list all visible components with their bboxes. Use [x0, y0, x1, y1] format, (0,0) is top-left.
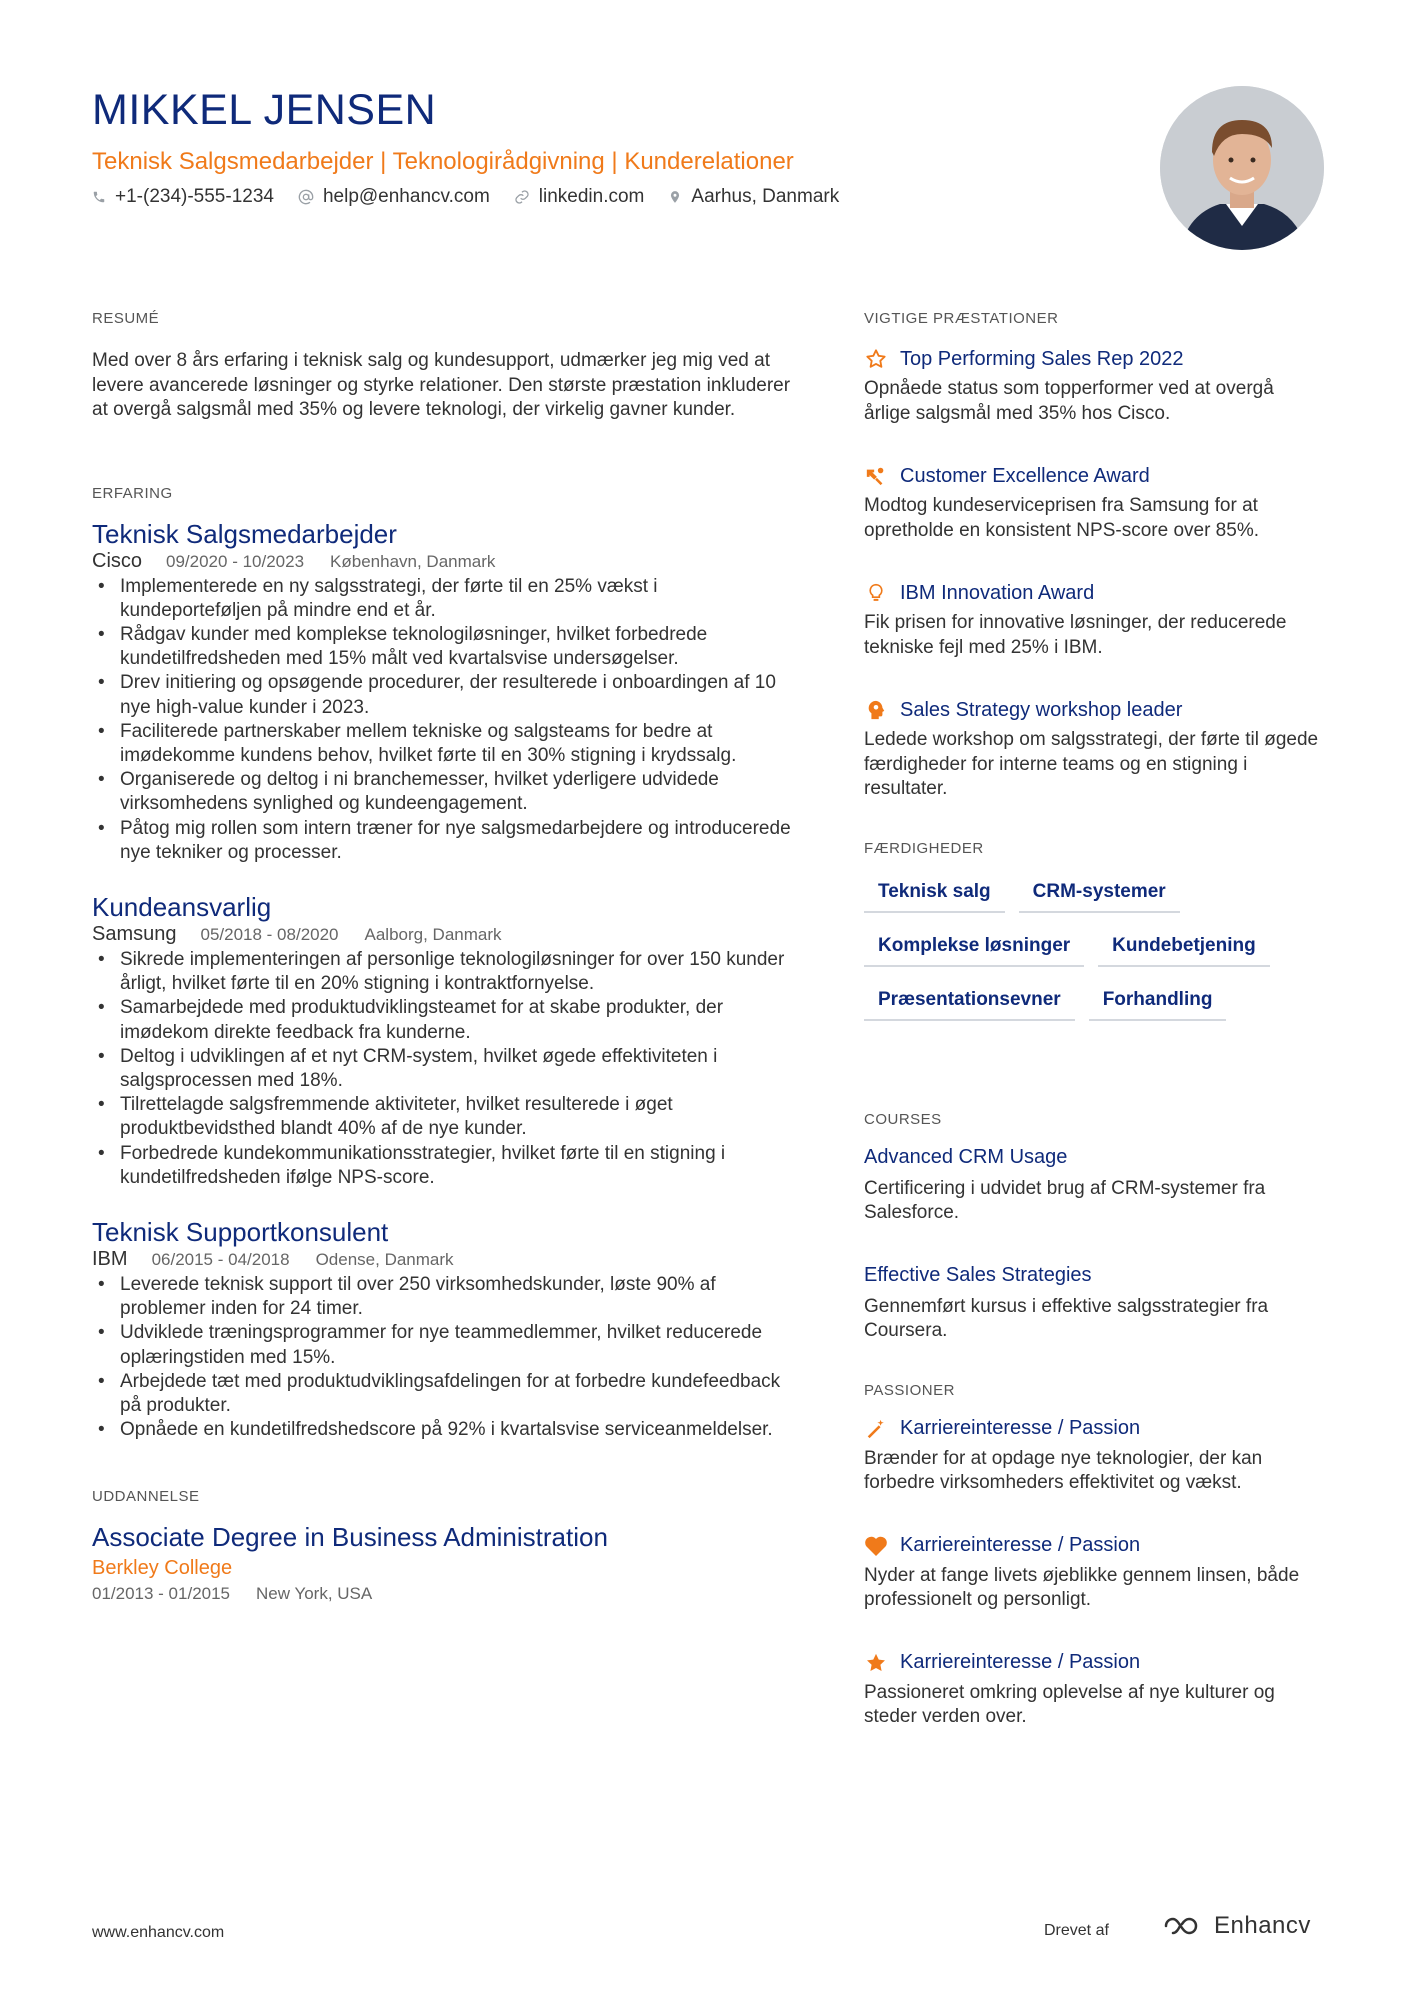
- passion-desc: Nyder at fange livets øjeblikke gennem linsen, både professionelt og personligt.: [864, 1564, 1300, 1610]
- passion-header: [864, 1651, 1324, 1675]
- education-heading: UDDANNELSE: [92, 1488, 200, 1506]
- job-title: Teknisk Salgsmedarbejder: [92, 518, 397, 549]
- contact-email[interactable]: [298, 186, 490, 208]
- profile-photo: [1160, 86, 1324, 250]
- job-dates: 05/2018 - 08/2020: [200, 924, 339, 944]
- enhancv-logo-icon: [1162, 1914, 1206, 1938]
- right-column: [864, 310, 1324, 1768]
- phone-icon: [92, 190, 106, 204]
- achievement-header: [864, 698, 1324, 722]
- bullet: • Udviklede træningsprogrammer for nye teammedlemmer, hvilket reducerede oplæringstiden med 15%.: [92, 1321, 792, 1369]
- bullet: • Leverede teknisk support til over 250 virksomhedskunder, løste 90% af problemer inden for 24 timer.: [92, 1273, 792, 1321]
- achievement-item: [864, 581, 1324, 660]
- skills-section: [864, 840, 1324, 1039]
- job-meta: [92, 550, 792, 573]
- education-school: Berkley College: [92, 1557, 233, 1580]
- passion-item: [864, 1534, 1324, 1613]
- job-meta: [92, 923, 792, 946]
- achievement-item: [864, 698, 1324, 802]
- bullet: • Faciliterede partnerskaber mellem tekniske og salgsteams for bedre at imødekomme kundens behov, hvilket førte til en 30% stigning i krydssalg.: [92, 720, 792, 768]
- contact-bar: [92, 186, 863, 208]
- passions-heading: PASSIONER: [864, 1381, 955, 1399]
- education-degree: Associate Degree in Business Administration: [92, 1522, 608, 1553]
- summary-text: Med over 8 års erfaring i teknisk salg og kundesupport, udmærker jeg mig ved at levere avancerede løsninger og styrke relationer. Den største præstation inkluderer at overgå salgsmål med 35% og levere teknologi, der virkelig gavner kunder.: [92, 350, 791, 420]
- skill-tag: Kundebetjening: [1098, 931, 1270, 967]
- bullet: • Påtog mig rollen som intern træner for nye salgsmedarbejdere og introducerede nye tekniker og processer.: [92, 817, 792, 865]
- bullet: • Opnåede en kundetilfredshedscore på 92% i kvartalsvise serviceanmeldelser.: [92, 1418, 792, 1442]
- bullet: • Implementerede en ny salgsstrategi, der førte til en 25% vækst i kundeporteføljen på mindre end et år.: [92, 575, 792, 623]
- job-dates: 06/2015 - 04/2018: [151, 1249, 290, 1269]
- job-title: Kundeansvarlig: [92, 891, 272, 922]
- job-company: Samsung: [92, 922, 177, 945]
- location-pin-icon: [668, 189, 682, 205]
- job-location: København, Danmark: [330, 551, 496, 571]
- contact-location: [668, 186, 839, 208]
- job-entry: [92, 518, 792, 865]
- heart-icon: [864, 1534, 888, 1558]
- bullet: • Rådgav kunder med komplekse teknologiløsninger, hvilket forbedrede kundetilfredsheden med 15% målt ved kvartalsvise undersøgelser.: [92, 623, 792, 671]
- education-location: New York, USA: [256, 1584, 373, 1604]
- course-item: [864, 1146, 1324, 1226]
- bullet: • Forbedrede kundekommunikationsstrategier, hvilket førte til en stigning i kundetilfredsheden ifølge NPS-score.: [92, 1142, 792, 1190]
- achievement-desc: Opnåede status som topperformer ved at overgå årlige salgsmål med 35% hos Cisco.: [864, 378, 1274, 424]
- passion-item: [864, 1651, 1324, 1730]
- experience-heading: ERFARING: [92, 484, 173, 502]
- job-dates: 09/2020 - 10/2023: [166, 551, 305, 571]
- at-sign-icon: [298, 189, 314, 205]
- link-icon: [514, 189, 530, 205]
- achievement-header: [864, 581, 1324, 605]
- job-location: Aalborg, Danmark: [364, 924, 502, 944]
- lightbulb-icon: [864, 581, 888, 605]
- contact-linkedin[interactable]: [514, 186, 645, 208]
- job-company: IBM: [92, 1247, 128, 1270]
- headline: Teknisk Salgsmedarbejder | Teknologirådgivning | Kunderelationer: [92, 148, 794, 175]
- candidate-name: MIKKEL JENSEN: [92, 86, 437, 134]
- bullet: • Arbejdede tæt med produktudviklingsafdelingen for at forbedre kundefeedback på produkter.: [92, 1370, 792, 1418]
- job-meta: [92, 1248, 792, 1271]
- left-column: [92, 310, 792, 1606]
- bullet: • Deltog i udviklingen af et nyt CRM-system, hvilket øgede effektiviteten i salgsprocessen med 18%.: [92, 1045, 792, 1093]
- achievement-title: Customer Excellence Award: [900, 464, 1150, 487]
- courses-section: [864, 1111, 1324, 1344]
- job-entry: [92, 891, 792, 1190]
- course-title: Advanced CRM Usage: [864, 1145, 1068, 1168]
- footer-url[interactable]: www.enhancv.com: [92, 1924, 225, 1941]
- skill-tag: Teknisk salg: [864, 877, 1005, 913]
- passions-section: [864, 1382, 1324, 1730]
- passion-desc: Passioneret omkring oplevelse af nye kulturer og steder verden over.: [864, 1681, 1275, 1727]
- email-text: help@enhancv.com: [322, 186, 490, 207]
- trophy-icon: [864, 464, 888, 488]
- skills-list: [864, 877, 1324, 1039]
- passion-title: Karriereinteresse / Passion: [900, 1651, 1141, 1673]
- skills-heading: FÆRDIGHEDER: [864, 839, 984, 857]
- passion-header: [864, 1417, 1324, 1441]
- course-desc: Gennemført kursus i effektive salgsstrategier fra Coursera.: [864, 1295, 1269, 1341]
- location-text: Aarhus, Danmark: [691, 186, 840, 207]
- achievement-header: [864, 464, 1324, 488]
- passion-header: [864, 1534, 1324, 1558]
- skill-tag: Komplekse løsninger: [864, 931, 1084, 967]
- bullet: • Sikrede implementeringen af personlige teknologiløsninger for over 150 kunder årligt, hvilket førte til en 20% stigning i kontraktfornyelse.: [92, 948, 792, 996]
- passion-title: Karriereinteresse / Passion: [900, 1534, 1141, 1556]
- achievement-title: Top Performing Sales Rep 2022: [900, 347, 1184, 370]
- achievements-heading: VIGTIGE PRÆSTATIONER: [864, 310, 1059, 327]
- job-title: Teknisk Supportkonsulent: [92, 1216, 389, 1247]
- job-bullets: [92, 575, 792, 865]
- enhancv-logo[interactable]: [1162, 1912, 1311, 1940]
- linkedin-text: linkedin.com: [538, 186, 645, 207]
- skill-tag: CRM-systemer: [1019, 877, 1180, 913]
- achievement-desc: Fik prisen for innovative løsninger, der reducerede tekniske fejl med 25% i IBM.: [864, 612, 1287, 658]
- course-title: Effective Sales Strategies: [864, 1263, 1092, 1286]
- footer-powered-by: Drevet af: [1044, 1922, 1109, 1939]
- passion-desc: Brænder for at opdage nye teknologier, der kan forbedre virksomheders effektivitet og vækst.: [864, 1447, 1263, 1493]
- achievement-title: Sales Strategy workshop leader: [900, 698, 1183, 721]
- summary-section: [92, 310, 792, 423]
- achievement-desc: Modtog kundeserviceprisen fra Samsung for at opretholde en konsistent NPS-score over 85%.: [864, 495, 1259, 541]
- avatar: [1160, 86, 1324, 250]
- passion-item: [864, 1417, 1324, 1496]
- achievement-title: IBM Innovation Award: [900, 581, 1095, 604]
- experience-section: [92, 485, 792, 1443]
- education-meta: [92, 1584, 792, 1604]
- education-dates: 01/2013 - 01/2015: [92, 1584, 231, 1604]
- job-entry: [92, 1216, 792, 1442]
- education-section: [92, 1488, 792, 1604]
- head-idea-icon: [864, 698, 888, 722]
- bullet: • Samarbejdede med produktudviklingsteamet for at skabe produkter, der imødekom direkte feedback fra kunderne.: [92, 996, 792, 1044]
- bullet: • Organiserede og deltog i ni branchemesser, hvilket yderligere udvidede virksomhedens synlighed og kundeengagement.: [92, 768, 792, 816]
- achievement-item: [864, 464, 1324, 543]
- passion-title: Karriereinteresse / Passion: [900, 1417, 1141, 1439]
- achievement-desc: Ledede workshop om salgsstrategi, der førte til øgede færdigheder for interne teams og en stigning i resultater.: [864, 729, 1319, 799]
- star-filled-icon: [864, 1651, 888, 1675]
- star-outline-icon: [864, 347, 888, 371]
- skill-tag: Præsentationsevner: [864, 985, 1075, 1021]
- contact-phone: [92, 186, 274, 208]
- job-company: Cisco: [92, 549, 143, 572]
- job-location: Odense, Danmark: [315, 1249, 454, 1269]
- achievement-header: [864, 347, 1324, 371]
- enhancv-brand: Enhancv: [1214, 1912, 1311, 1939]
- achievements-section: [864, 310, 1324, 802]
- magic-wand-icon: [864, 1417, 888, 1441]
- course-desc: Certificering i udvidet brug af CRM-systemer fra Salesforce.: [864, 1177, 1266, 1223]
- achievement-item: [864, 347, 1324, 426]
- bullet: • Drev initiering og opsøgende procedurer, der resulterede i onboardingen af 10 nye high-value kunder i 2023.: [92, 671, 792, 719]
- skill-tag: Forhandling: [1089, 985, 1227, 1021]
- courses-heading: COURSES: [864, 1110, 942, 1128]
- phone-text: +1-(234)-555-1234: [115, 186, 274, 207]
- job-bullets: [92, 1273, 792, 1442]
- summary-heading: RESUMÉ: [92, 310, 160, 327]
- course-item: [864, 1264, 1324, 1344]
- bullet: • Tilrettelagde salgsfremmende aktiviteter, hvilket resulterede i øget produktbevidsthed blandt 40% af de nye kunder.: [92, 1093, 792, 1141]
- job-bullets: [92, 948, 792, 1190]
